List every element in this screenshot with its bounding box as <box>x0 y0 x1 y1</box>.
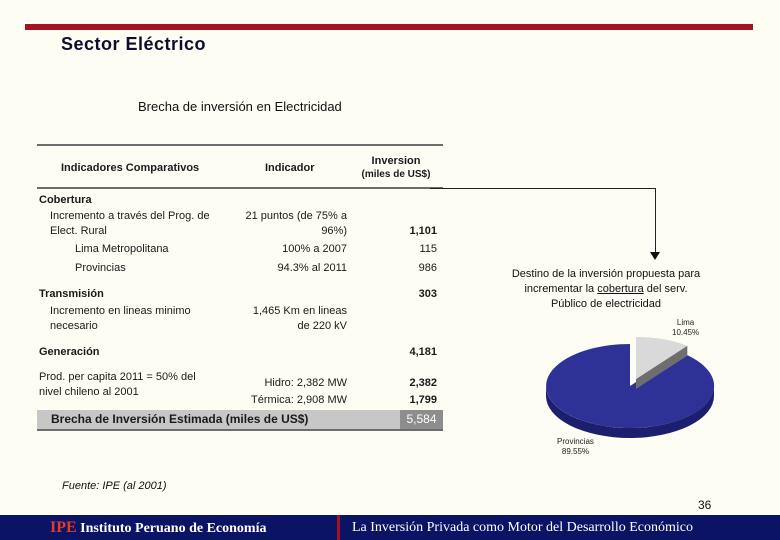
page-number: 36 <box>698 498 712 512</box>
provincias-indicator: 94.3% al 2011 <box>277 262 347 274</box>
footer-tagline: La Inversión Privada como Motor del Desarrollo Económico <box>352 520 693 535</box>
arrow-connector <box>430 188 655 189</box>
col-header-indicators: Indicadores Comparativos <box>61 162 200 174</box>
transmision-row-label-a: Incremento en lineas minimo <box>50 305 191 317</box>
pie-caption-line-3: Público de electricidad <box>550 298 662 310</box>
termica-indicator: Térmica: 2,908 MW <box>251 394 347 406</box>
transmision-value: 303 <box>418 288 437 300</box>
table-top-rule <box>37 144 443 146</box>
col-header-unit: (miles de US$) <box>361 169 431 180</box>
col-header-indicator: Indicador <box>265 162 315 174</box>
cobertura-row-value: 1,101 <box>409 225 437 237</box>
transmision-row-ind-a: 1,465 Km en lineas <box>252 305 347 317</box>
arrow-shaft <box>655 188 656 256</box>
section-generacion: Generación <box>39 346 100 358</box>
pie-caption <box>484 267 728 312</box>
total-label: Brecha de Inversión Estimada (miles de US$) <box>51 412 309 426</box>
arrow-head <box>650 252 660 260</box>
pie-caption-line-1: Destino de la inversión propuesta para <box>511 268 701 280</box>
total-value: 5,584 <box>400 410 443 429</box>
footer-separator <box>337 515 340 540</box>
transmision-row-label-b: necesario <box>50 320 98 332</box>
pie-label-provincias: Provincias 89.55% <box>557 437 594 456</box>
hidro-value: 2,382 <box>409 377 437 389</box>
top-rule <box>25 24 753 30</box>
generacion-row-label-b: nivel chileno al 2001 <box>39 386 139 398</box>
lima-indicator: 100% a 2007 <box>282 243 347 255</box>
provincias-label: Provincias <box>75 262 126 274</box>
section-cobertura: Cobertura <box>39 194 92 206</box>
total-row <box>37 410 443 429</box>
pie-caption-line-2: incrementar la cobertura del serv. <box>524 283 688 295</box>
table-bottom-rule <box>37 429 443 431</box>
lima-label: Lima Metropolitana <box>75 243 169 255</box>
cobertura-row-ind-a: 21 puntos (de 75% a <box>245 210 347 222</box>
pie-slice-provincias <box>546 344 714 428</box>
cobertura-row-label-a: Incremento a través del Prog. de <box>50 210 210 222</box>
cobertura-row-label-b: Elect. Rural <box>50 225 107 237</box>
footer-brand <box>50 519 266 537</box>
footer-bar <box>0 515 780 540</box>
generacion-row-label-a: Prod. per capita 2011 = 50% del <box>39 371 196 383</box>
provincias-value: 986 <box>418 262 437 274</box>
source-note: Fuente: IPE (al 2001) <box>62 480 167 492</box>
section-transmision: Transmisión <box>39 288 104 300</box>
slide-title: Sector Eléctrico <box>61 34 207 54</box>
table-subtitle: Brecha de inversión en Electricidad <box>138 99 342 114</box>
lima-value: 115 <box>419 243 437 255</box>
pie-label-lima: Lima 10.45% <box>672 318 700 337</box>
footer-brand-acronym: IPE <box>50 519 77 536</box>
transmision-row-ind-b: de 220 kV <box>297 320 347 332</box>
hidro-indicator: Hidro: 2,382 MW <box>264 377 347 389</box>
col-header-investment: Inversion <box>371 155 421 167</box>
termica-value: 1,799 <box>409 394 437 406</box>
table-header-rule <box>37 187 443 189</box>
cobertura-row-ind-b: 96%) <box>321 225 347 237</box>
coverage-pie-chart <box>540 336 720 446</box>
generacion-value: 4,181 <box>409 346 437 358</box>
footer-brand-name: Instituto Peruano de Economía <box>76 521 267 536</box>
